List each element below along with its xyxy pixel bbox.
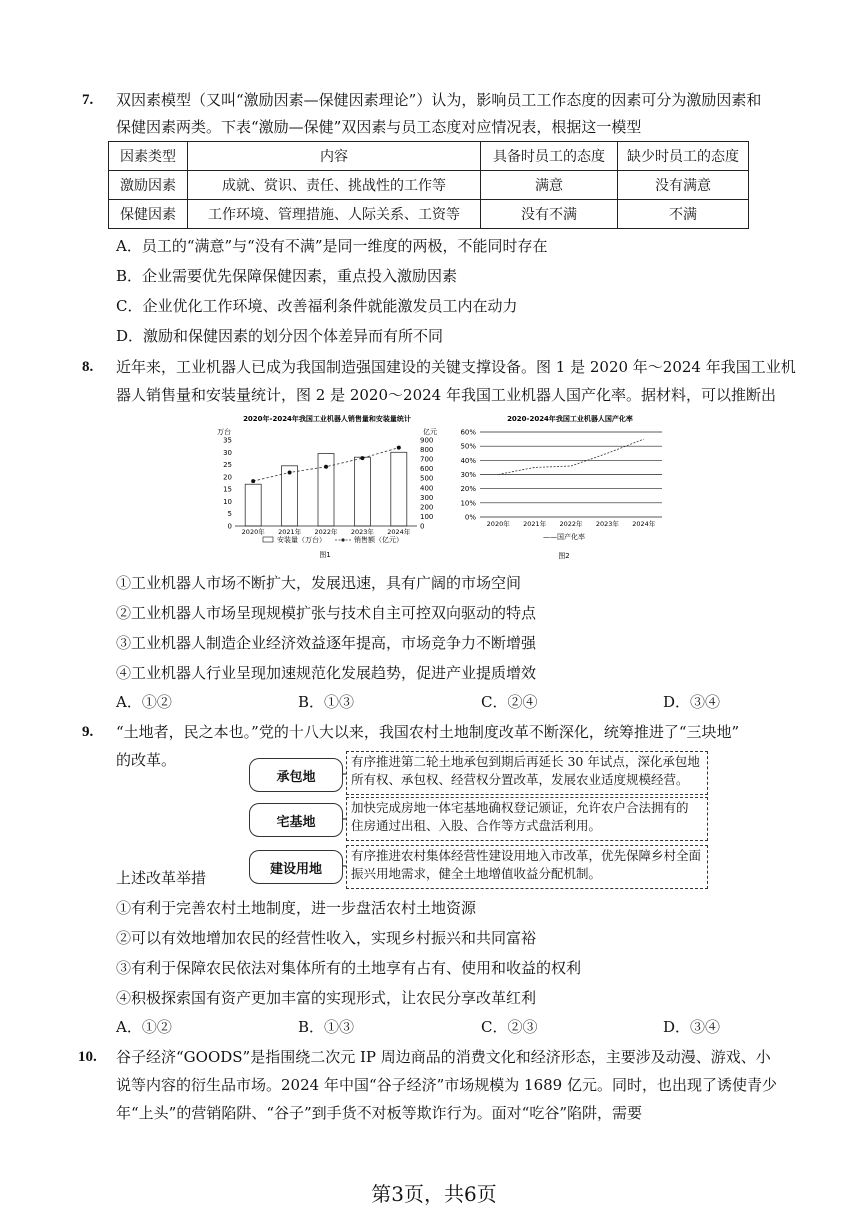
q9-item-2: ②可以有效地增加农民的经营性收入，实现乡村振兴和共同富裕 bbox=[116, 929, 537, 947]
chart2-title: 2020-2024年我国工业机器人国产化率 bbox=[507, 415, 633, 423]
chart1-right-tick-label: 100 bbox=[420, 512, 434, 521]
q9-prompt: 上述改革举措 bbox=[116, 869, 207, 887]
chart1-bar bbox=[318, 454, 334, 526]
q10-stem-line2: 说等内容的衍生品市场。2024 年中国“谷子经济”市场规模为 1689 亿元。同时，也出现了诱使青少 bbox=[116, 1076, 777, 1094]
table-cell: 成就、赏识、责任、挑战性的工作等 bbox=[188, 171, 481, 200]
diagram-box-homestead bbox=[346, 797, 708, 841]
chart1-bar bbox=[354, 457, 370, 526]
q8-item-4: ④工业机器人行业呈现加速规范化发展趋势，促进产业提质增效 bbox=[116, 664, 537, 682]
chart1-legend-line: 销售额（亿元） bbox=[354, 536, 403, 544]
chart1-bar bbox=[245, 484, 261, 526]
chart2-y-tick-label: 0% bbox=[464, 513, 476, 522]
chart1-title: 2020年-2024年我国工业机器人销售量和安装量统计 bbox=[243, 415, 411, 423]
table-cell: 工作环境、管理措施、人际关系、工资等 bbox=[188, 200, 481, 229]
diagram-box-line: 住房通过出租、入股、合作等方式盘活利用。 bbox=[351, 818, 602, 833]
chart1-line-point bbox=[251, 479, 255, 483]
chart2-x-tick-label: 2022年 bbox=[559, 520, 583, 528]
q7-option-d: D．激励和保健因素的划分因个体差异而有所不同 bbox=[116, 327, 444, 345]
chart1-legend-bar: 安装量（万台） bbox=[277, 536, 326, 544]
q8-choice-c: C．②④ bbox=[481, 693, 538, 711]
q10-stem-line1: 谷子经济“GOODS”是指围绕二次元 IP 周边商品的消费文化和经济形态，主要涉及动漫、游戏、小 bbox=[116, 1048, 771, 1066]
table-cell: 保健因素 bbox=[109, 200, 188, 229]
chart1-right-tick-label: 400 bbox=[420, 484, 434, 493]
table-header-cell: 内容 bbox=[188, 142, 481, 171]
chart1-line-point bbox=[397, 446, 401, 450]
chart1-x-tick-label: 2020年 bbox=[241, 528, 265, 536]
chart1-x-tick-label: 2024年 bbox=[387, 528, 411, 536]
chart1-right-tick-label: 0 bbox=[420, 522, 425, 531]
q8-stem-line1: 近年来，工业机器人已成为我国制造强国建设的关键支撑设备。图 1 是 2020 年～2024 年我国工业机 bbox=[116, 358, 796, 376]
chart1-line-point bbox=[288, 470, 292, 474]
chart2-y-tick-label: 40% bbox=[460, 456, 476, 465]
chart1-bar bbox=[391, 452, 407, 526]
chart1-right-tick-label: 700 bbox=[420, 455, 434, 464]
diagram-box-line: 有序推进农村集体经营性建设用地入市改革，优先保障乡村全面 bbox=[351, 848, 702, 863]
table-cell: 没有不满 bbox=[481, 200, 618, 229]
q9-choice-b: B．①③ bbox=[298, 1018, 355, 1036]
q9-choice-c: C．②③ bbox=[481, 1018, 538, 1036]
q8-item-3: ③工业机器人制造企业经济效益逐年提高，市场竞争力不断增强 bbox=[116, 634, 537, 652]
chart2-caption: 图2 bbox=[558, 552, 570, 560]
q7-stem-line1: 双因素模型（又叫“激励因素—保健因素理论”）认为，影响员工工作态度的因素可分为激励因素和 bbox=[116, 91, 762, 109]
page-footer: 第3页，共6页 bbox=[371, 1182, 497, 1206]
q9-choice-d: D．③④ bbox=[663, 1018, 721, 1036]
diagram-label-construction-land: 建设用地 bbox=[249, 850, 343, 884]
chart1-bar bbox=[282, 466, 298, 526]
diagram-label-homestead: 宅基地 bbox=[249, 803, 343, 837]
q7-factor-table bbox=[108, 141, 749, 229]
q10-stem-line3: 年“上头”的营销陷阱、“谷子”到手货不对板等欺诈行为。面对“吃谷”陷阱，需要 bbox=[116, 1104, 643, 1122]
diagram-box-line: 有序推进第二轮土地承包到期后再延长 30 年试点，深化承包地 bbox=[351, 754, 700, 769]
chart2-x-tick-label: 2020年 bbox=[486, 520, 510, 528]
q8-item-1: ①工业机器人市场不断扩大，发展迅速，具有广阔的市场空间 bbox=[116, 574, 522, 592]
chart2-y-tick-label: 50% bbox=[460, 442, 476, 451]
chart1-right-tick-label: 300 bbox=[420, 493, 434, 502]
chart2-rate-line bbox=[498, 439, 644, 474]
chart2-x-tick-label: 2024年 bbox=[632, 520, 656, 528]
chart1-left-tick-label: 0 bbox=[227, 522, 232, 531]
chart2-legend: ——国产化率 bbox=[543, 533, 585, 541]
diagram-label-contract-land: 承包地 bbox=[249, 758, 343, 792]
q7-option-c: C．企业优化工作环境、改善福利条件就能激发员工内在动力 bbox=[116, 297, 518, 315]
chart1-right-tick-label: 500 bbox=[420, 474, 434, 483]
chart2-x-tick-label: 2021年 bbox=[523, 520, 547, 528]
q8-choice-a: A．①② bbox=[116, 693, 172, 711]
chart1-left-tick-label: 25 bbox=[223, 461, 232, 470]
chart1-left-tick-label: 30 bbox=[223, 448, 232, 457]
chart1-x-tick-label: 2023年 bbox=[350, 528, 374, 536]
q8-stem-line2: 器人销售量和安装量统计，图 2 是 2020～2024 年我国工业机器人国产化率。据材料，可以推断出 bbox=[116, 386, 776, 404]
table-header-cell: 缺少时员工的态度 bbox=[618, 142, 749, 171]
q7-stem-line2: 保健因素两类。下表“激励—保健”双因素与员工态度对应情况表，根据这一模型 bbox=[116, 118, 642, 136]
chart1-caption: 图1 bbox=[319, 551, 331, 559]
diagram-box-line: 所有权、承包权、经营权分置改革，发展农业适度规模经营。 bbox=[351, 772, 689, 787]
table-header-row bbox=[109, 142, 749, 171]
chart1-x-tick-label: 2022年 bbox=[314, 528, 338, 536]
chart1-left-tick-label: 15 bbox=[223, 485, 232, 494]
chart1-left-tick-label: 20 bbox=[223, 473, 232, 482]
chart2-y-tick-label: 10% bbox=[460, 499, 476, 508]
figure2-chart bbox=[452, 410, 672, 565]
chart1-right-tick-label: 600 bbox=[420, 465, 434, 474]
q9-item-1: ①有利于完善农村土地制度，进一步盘活农村土地资源 bbox=[116, 899, 477, 917]
table-row bbox=[109, 171, 749, 200]
q9-choice-a: A．①② bbox=[116, 1018, 172, 1036]
chart2-y-tick-label: 30% bbox=[460, 471, 476, 479]
q9-stem-line2: 的改革。 bbox=[116, 751, 177, 769]
q9-item-4: ④积极探索国有资产更加丰富的实现形式，让农民分享改革红利 bbox=[116, 989, 537, 1007]
chart1-legend-bar-swatch bbox=[263, 537, 273, 542]
chart1-x-tick-label: 2021年 bbox=[278, 528, 302, 536]
q9-number: 9. bbox=[82, 724, 94, 740]
q7-option-a: A．员工的“满意”与“没有不满”是同一维度的两极，不能同时存在 bbox=[116, 237, 548, 255]
chart1-left-tick-label: 35 bbox=[223, 436, 232, 445]
chart1-right-unit: 亿元 bbox=[423, 428, 437, 436]
q8-choice-d: D．③④ bbox=[663, 693, 721, 711]
diagram-box-line: 加快完成房地一体宅基地确权登记颁证，允许农户合法拥有的 bbox=[351, 800, 689, 815]
q8-choice-b: B．①③ bbox=[298, 693, 355, 711]
chart1-line-point bbox=[324, 465, 328, 469]
chart1-right-tick-label: 200 bbox=[420, 503, 434, 512]
table-cell: 激励因素 bbox=[109, 171, 188, 200]
table-header-cell: 因素类型 bbox=[109, 142, 188, 171]
chart1-legend-line-marker bbox=[341, 538, 344, 541]
chart1-right-tick-label: 900 bbox=[420, 436, 434, 445]
chart2-x-tick-label: 2023年 bbox=[595, 520, 619, 528]
q10-number: 10. bbox=[78, 1049, 97, 1065]
diagram-box-contract-land bbox=[346, 751, 708, 795]
chart1-left-unit: 万台 bbox=[217, 428, 231, 436]
chart2-y-tick-label: 20% bbox=[460, 485, 476, 494]
table-cell: 满意 bbox=[481, 171, 618, 200]
q9-stem-line1: “土地者，民之本也。”党的十八大以来，我国农村土地制度改革不断深化，统筹推进了“三块地” bbox=[116, 723, 740, 741]
table-cell: 没有满意 bbox=[618, 171, 749, 200]
q7-option-b: B．企业需要优先保障保健因素，重点投入激励因素 bbox=[116, 267, 458, 285]
diagram-box-line: 振兴用地需求，健全土地增值收益分配机制。 bbox=[351, 866, 602, 881]
figure1-chart bbox=[205, 410, 445, 565]
chart1-right-tick-label: 800 bbox=[420, 446, 434, 455]
table-row bbox=[109, 200, 749, 229]
q8-number: 8. bbox=[82, 359, 94, 375]
diagram-box-construction-land bbox=[346, 845, 708, 889]
chart1-line-point bbox=[360, 456, 364, 460]
chart1-left-tick-label: 10 bbox=[223, 497, 232, 506]
q9-item-3: ③有利于保障农民依法对集体所有的土地享有占有、使用和收益的权利 bbox=[116, 959, 582, 977]
chart1-left-tick-label: 5 bbox=[227, 510, 232, 519]
q8-item-2: ②工业机器人市场呈现规模扩张与技术自主可控双向驱动的特点 bbox=[116, 604, 537, 622]
table-cell: 不满 bbox=[618, 200, 749, 229]
chart2-y-tick-label: 60% bbox=[460, 428, 476, 437]
table-header-cell: 具备时员工的态度 bbox=[481, 142, 618, 171]
q7-number: 7. bbox=[82, 92, 94, 108]
